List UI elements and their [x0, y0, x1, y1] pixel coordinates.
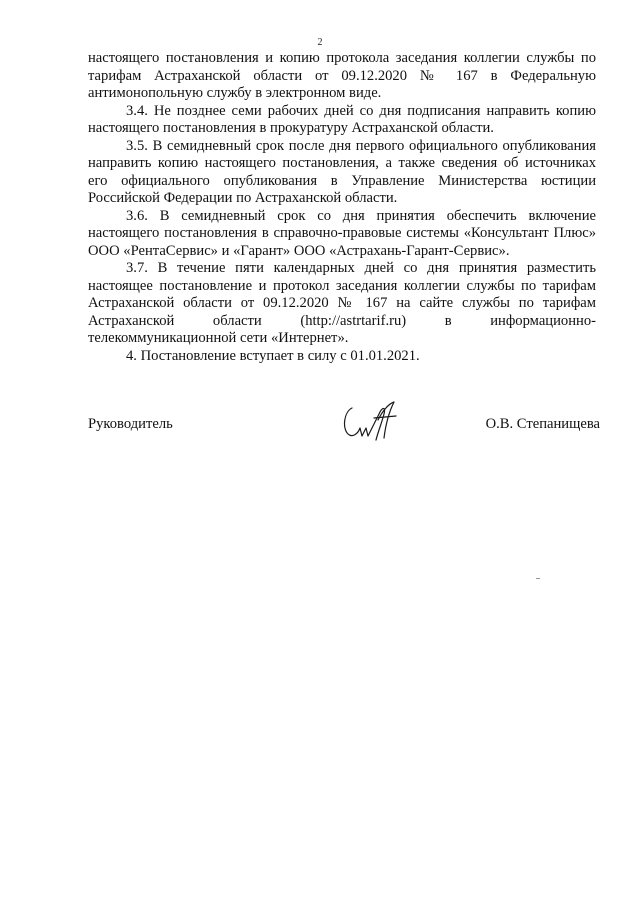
handwritten-signature: [338, 398, 400, 444]
paragraph-3-6: 3.6. В семидневный срок со дня принятия обеспечить включение настоящего постановления в справочно-правовые системы «Консультант Плюс» ООО «РентаСервис» и «Гарант» ООО «Астрахань-Гарант-Сервис».: [88, 207, 596, 259]
paragraph-3-7: 3.7. В течение пяти календарных дней со дня принятия разместить настоящее постановление и протокол заседания коллегии службы по тарифам Астраханской области от 09.12.2020 № 167 на сайте службы по тарифам Астраханской области (http://astrtarif.ru) в информационно-телекоммуникационной сети «Интернет».: [88, 260, 596, 346]
signer-name: О.В. Степанищева: [485, 416, 600, 432]
signer-position: Руководитель: [88, 416, 173, 432]
scan-artifact: [536, 578, 540, 579]
paragraph-3-4: 3.4. Не позднее семи рабочих дней со дня подписания направить копию настоящего постановления в прокуратуру Астраханской области.: [88, 102, 596, 136]
page-number: 2: [317, 37, 323, 48]
document-body: [88, 50, 596, 365]
paragraph-4: 4. Постановление вступает в силу с 01.01.2021.: [126, 347, 420, 364]
signature-block: [88, 398, 600, 448]
paragraph-3-5: 3.5. В семидневный срок после дня первого официального опубликования направить копию настоящего постановления, а также сведения об источниках его официального опубликования в Управление Министерства юстиции Российской Федерации по Астраханской области.: [88, 137, 596, 206]
paragraph-continuation: настоящего постановления и копию протокола заседания коллегии службы по тарифам Астраханской области от 09.12.2020 № 167 в Федеральную антимонопольную службу в электронном виде.: [88, 50, 596, 101]
